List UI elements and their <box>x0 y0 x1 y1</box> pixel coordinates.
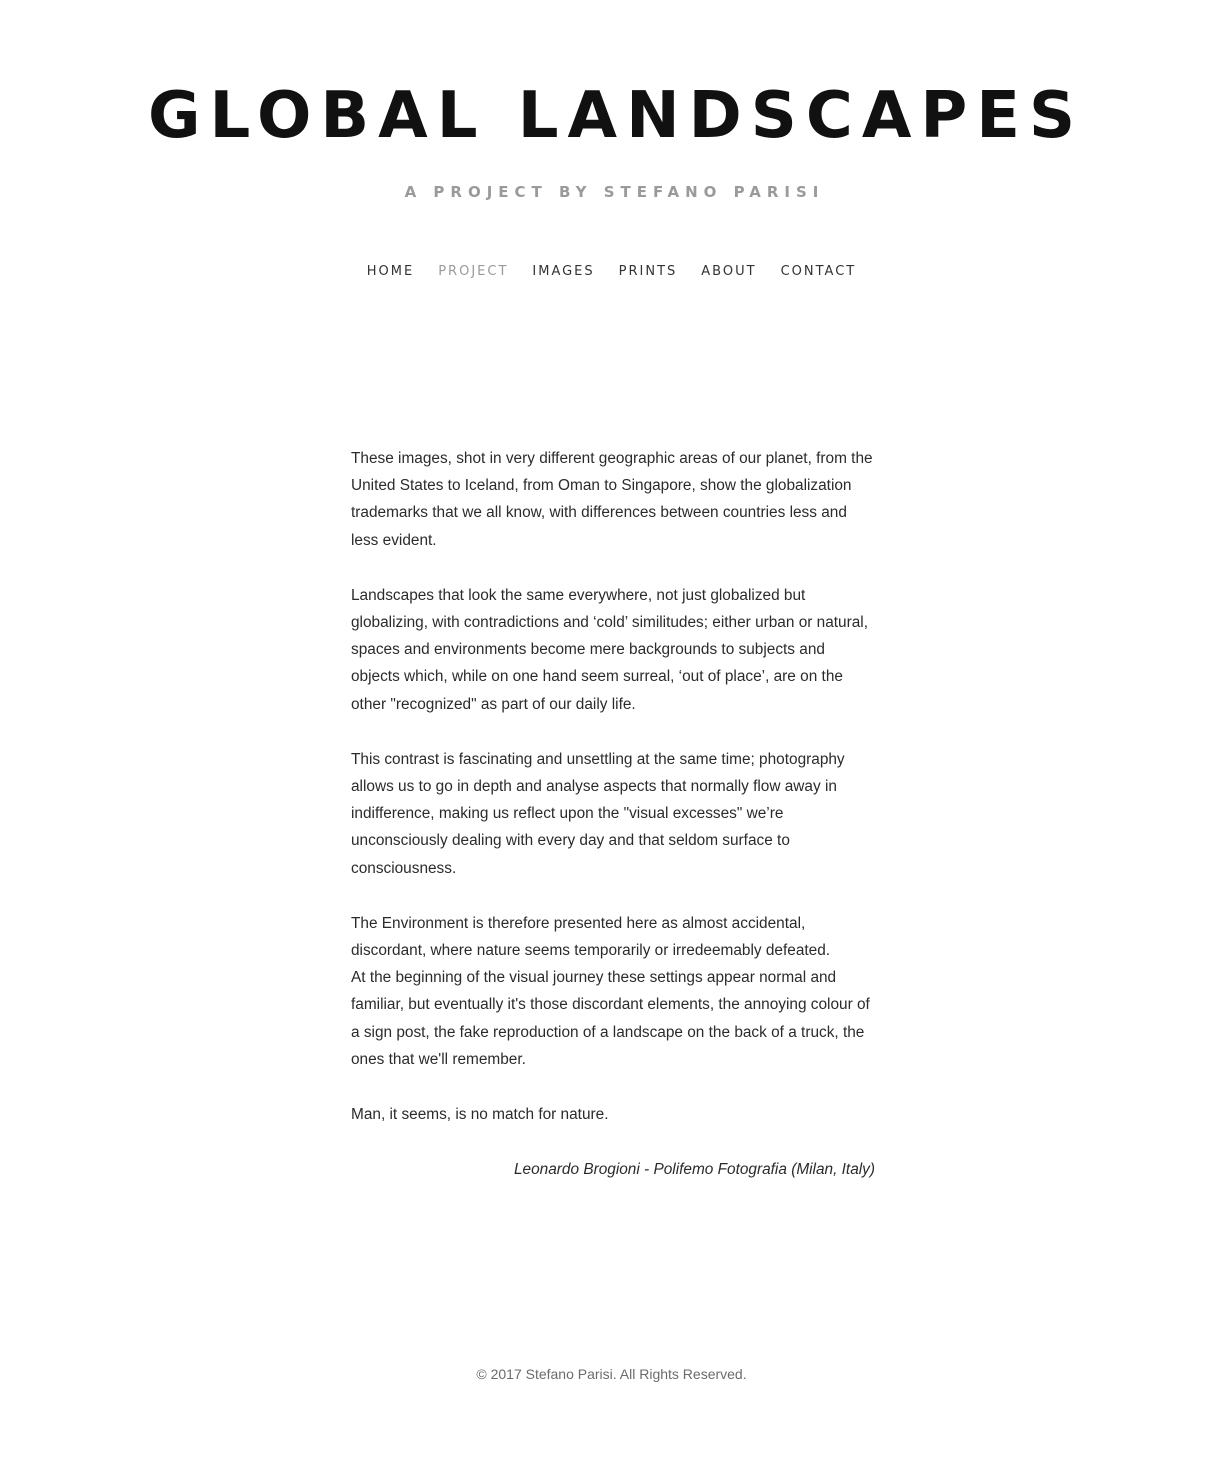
attribution: Leonardo Brogioni - Polifemo Fotografia (Milan, Italy) <box>514 1161 875 1179</box>
paragraph-environment-line: The Environment is therefore presented here as almost accidental, discordant, where nature seems temporarily or irredeemably defeated. <box>351 914 831 960</box>
nav-project-link[interactable]: PROJECT <box>438 264 509 279</box>
site-tagline: A PROJECT BY STEFANO PARISI <box>404 183 825 201</box>
nav-about-link[interactable]: ABOUT <box>701 264 757 279</box>
paragraph-environment <box>351 910 875 1073</box>
paragraph-journey-line: At the beginning of the visual journey these settings appear normal and familiar, but eventually it's those discordant elements, the annoying colour of a sign post, the fake reproduction of a landscape on the back of a truck, the ones that we'll remember. <box>351 969 870 1068</box>
nav-home-link[interactable]: HOME <box>366 264 415 279</box>
site-title[interactable]: GLOBAL LANDSCAPES <box>147 79 1085 153</box>
nav-images-link[interactable]: IMAGES <box>532 264 595 279</box>
nav-contact-link[interactable]: CONTACT <box>780 264 857 279</box>
paragraph-conclusion: Man, it seems, is no match for nature. <box>351 1106 609 1124</box>
paragraph-landscapes: Landscapes that look the same everywhere, not just globalized but globalizing, with contradictions and ‘cold’ similitudes; either urban or natural, spaces and environments become mere backgrounds to subjects and objects which, while on one hand seem surreal, ‘out of place’, are on the other "recognized" as part of our daily life. <box>351 586 868 713</box>
project-description <box>351 445 875 1211</box>
nav-prints-link[interactable]: PRINTS <box>618 264 678 279</box>
main-nav <box>0 262 1223 282</box>
paragraph-intro: These images, shot in very different geographic areas of our planet, from the United States to Iceland, from Oman to Singapore, show the globalization trademarks that we all know, with differences between countries less and less evident. <box>351 450 873 549</box>
paragraph-contrast: This contrast is fascinating and unsettling at the same time; photography allows us to go in depth and analyse aspects that normally flow away in indifference, making us reflect upon the "visual excesses" we’re unconsciously dealing with every day and that seldom surface to consciousness. <box>351 750 845 877</box>
copyright-text: © 2017 Stefano Parisi. All Rights Reserved. <box>476 1366 747 1382</box>
site-footer <box>0 1364 1223 1384</box>
